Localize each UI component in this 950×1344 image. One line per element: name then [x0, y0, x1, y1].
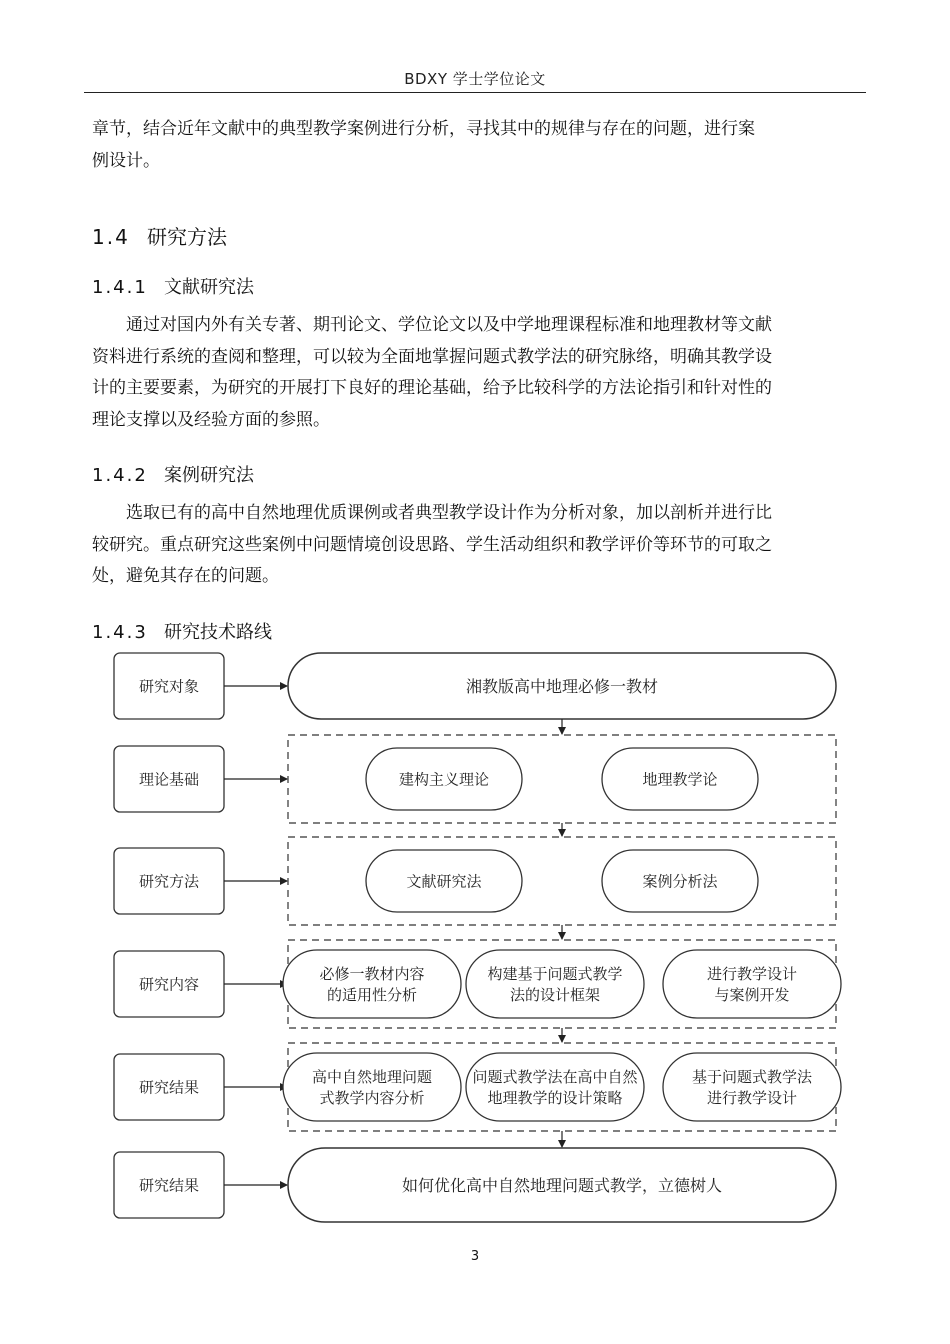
- row-item-pill: [466, 1053, 644, 1121]
- row-pill-text: 如何优化高中自然地理问题式教学，立德树人: [401, 1175, 723, 1195]
- section-number: 1.4.2: [92, 465, 148, 486]
- paragraph-line: 理论支撑以及经验方面的参照。: [92, 409, 330, 430]
- row-item-text: 必修一教材内容的适用性分析: [319, 964, 425, 1004]
- row-pill-text: 湘教版高中地理必修一教材: [465, 676, 659, 696]
- row-item-text: 高中自然地理问题式教学内容分析: [311, 1067, 433, 1107]
- paragraph-line: 较研究。重点研究这些案例中问题情境创设思路、学生活动组织和教学评价等环节的可取之: [92, 534, 772, 555]
- section-title: 研究方法: [147, 225, 227, 249]
- section-number: 1.4: [92, 225, 130, 249]
- section-title: 研究技术路线: [164, 622, 272, 643]
- row-item-pill: [663, 1053, 841, 1121]
- row-item-text: 建构主义理论: [398, 770, 490, 789]
- section-number: 1.4.3: [92, 622, 148, 643]
- page-header-title: BDXY 学士学位论文: [404, 70, 546, 88]
- row-item-text: 地理教学论: [642, 770, 718, 789]
- row-item-pill: [283, 950, 461, 1018]
- section-title: 文献研究法: [164, 277, 254, 298]
- row-label-text: 研究结果: [138, 1176, 200, 1195]
- row-label-text: 研究对象: [138, 677, 200, 696]
- section-number: 1.4.1: [92, 277, 148, 298]
- section-title: 案例研究法: [164, 465, 254, 486]
- paragraph-line: 计的主要要素，为研究的开展打下良好的理论基础，给予比较科学的方法论指引和针对性的: [92, 378, 772, 398]
- row-item-text: 基于问题式教学法进行教学设计: [691, 1067, 813, 1107]
- paragraph-line: 例设计。: [92, 150, 160, 171]
- row-item-pill: [466, 950, 644, 1018]
- row-item-text: 构建基于问题式教学法的设计框架: [487, 964, 623, 1004]
- row-label-text: 研究方法: [138, 872, 200, 891]
- page-number: 3: [470, 1249, 480, 1264]
- row-item-text: 进行教学设计与案例开发: [706, 964, 798, 1004]
- paragraph-line: 资料进行系统的查阅和整理，可以较为全面地掌握问题式教学法的研究脉络，明确其教学设: [92, 346, 772, 367]
- row-item-text: 案例分析法: [642, 872, 718, 891]
- row-label-text: 研究内容: [138, 975, 200, 994]
- paragraph-line: 通过对国内外有关专著、期刊论文、学位论文以及中学地理课程标准和地理教材等文献: [126, 315, 772, 335]
- row-item-pill: [663, 950, 841, 1018]
- paragraph-line: 处，避免其存在的问题。: [92, 566, 279, 586]
- paragraph-line: 选取已有的高中自然地理优质课例或者典型教学设计作为分析对象，加以剖析并进行比: [126, 503, 772, 523]
- row-item-text: 文献研究法: [406, 872, 482, 891]
- row-label-text: 研究结果: [138, 1078, 200, 1097]
- row-label-text: 理论基础: [138, 770, 200, 789]
- row-item-pill: [283, 1053, 461, 1121]
- row-item-text: 问题式教学法在高中自然地理教学的设计策略: [472, 1067, 638, 1107]
- paragraph-line: 章节，结合近年文献中的典型教学案例进行分析，寻找其中的规律与存在的问题，进行案: [92, 119, 755, 139]
